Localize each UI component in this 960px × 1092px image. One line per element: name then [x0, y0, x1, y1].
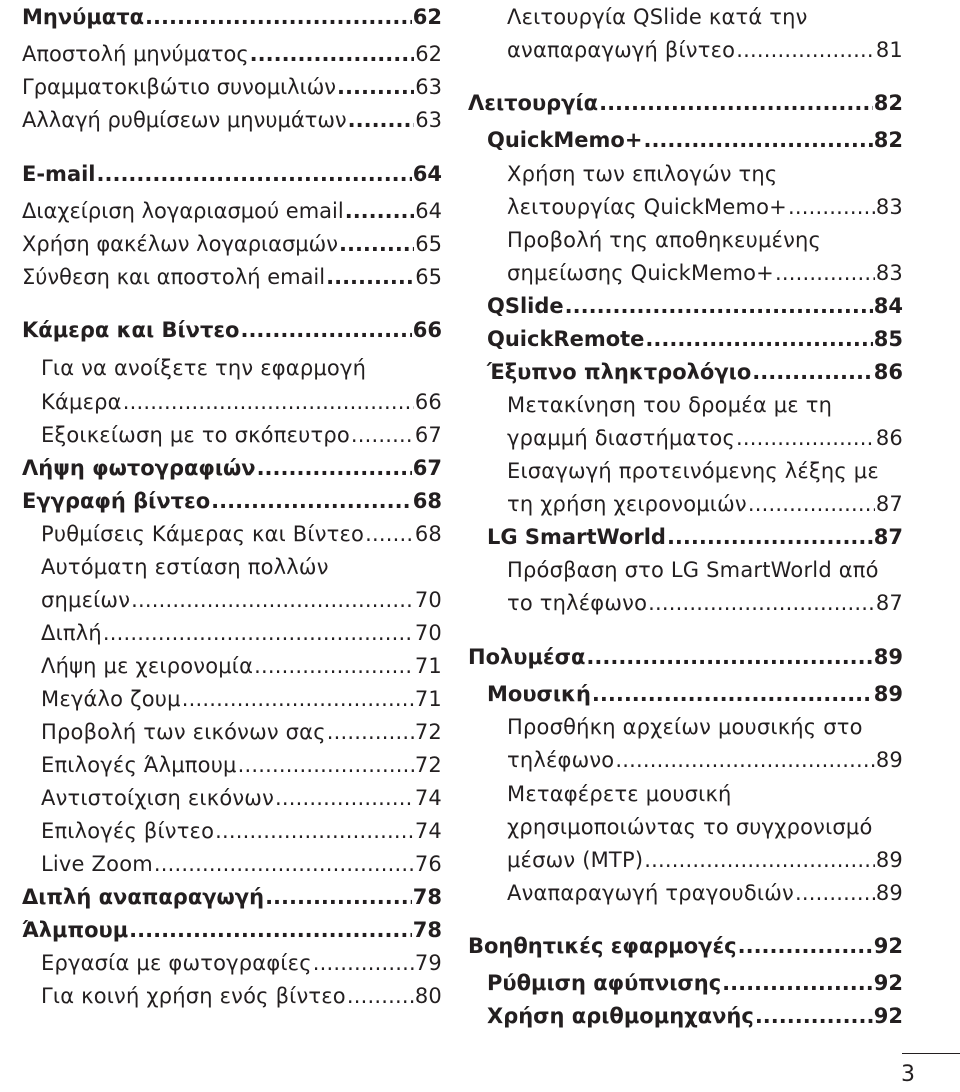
- toc-label: Λειτουργία: [468, 91, 599, 115]
- toc-page: 66: [412, 318, 442, 342]
- toc-label: τη χρήση χειρονομιών: [507, 492, 747, 516]
- toc-label: Λήψη με χειρονομία: [41, 654, 254, 678]
- toc-entry-video-options[interactable]: [41, 821, 442, 842]
- toc-entry-image-matching[interactable]: [41, 788, 442, 809]
- toc-entry-album[interactable]: [22, 920, 442, 941]
- toc-page: 74: [414, 786, 442, 810]
- toc-label: Αποστολή μηνύματος: [22, 42, 249, 66]
- toc-label-line: Μεταφέρετε μουσική: [507, 782, 732, 806]
- toc-label: Άλμπουμ: [22, 918, 129, 942]
- toc-entry-compose-email[interactable]: [22, 267, 442, 288]
- toc-page: 89: [873, 682, 903, 706]
- toc-label: αναπαραγωγή βίντεο: [507, 38, 736, 62]
- toc-label: Κάμερα και Βίντεο: [22, 318, 240, 342]
- toc-page: 76: [414, 852, 442, 876]
- toc-entry-quickmemo[interactable]: [487, 130, 903, 151]
- toc-entry-live-zoom[interactable]: [41, 854, 442, 875]
- toc-page: 72: [414, 720, 442, 744]
- toc-page: 87: [873, 525, 903, 549]
- toc-entry-smart-keyboard[interactable]: [487, 362, 903, 383]
- toc-label-line: Για να ανοίξετε την εφαρμογή: [41, 356, 367, 380]
- toc-entry-calculator[interactable]: [487, 1006, 903, 1027]
- toc-label: QuickRemote: [487, 327, 645, 351]
- toc-page: 92: [873, 971, 903, 995]
- toc-label: σημείωσης QuickMemo+: [507, 261, 774, 285]
- toc-label: το τηλέφωνο: [507, 591, 648, 615]
- toc-entry-quickmemo-options[interactable]: [507, 197, 903, 218]
- toc-page: 82: [873, 128, 903, 152]
- toc-page: 68: [412, 489, 442, 513]
- toc-page: 89: [875, 748, 903, 772]
- toc-page: 89: [873, 645, 903, 669]
- toc-entry-conversation-inbox[interactable]: [22, 77, 442, 98]
- toc-label: Χρήση αριθμομηχανής: [487, 1004, 754, 1028]
- toc-label: QSlide: [487, 294, 564, 318]
- toc-entry-dual-play[interactable]: [22, 887, 442, 908]
- toc-label: Έξυπνο πληκτρολόγιο: [487, 360, 752, 384]
- toc-label: Ρυθμίσεις Κάμερας και Βίντεο: [41, 522, 365, 546]
- toc-page: 63: [415, 108, 442, 132]
- toc-page: 64: [415, 199, 442, 223]
- toc-label: Μουσική: [487, 682, 591, 706]
- toc-page: 84: [873, 294, 903, 318]
- toc-entry-message-settings[interactable]: [22, 110, 442, 131]
- toc-page: 85: [873, 327, 903, 351]
- toc-page: 71: [414, 654, 442, 678]
- toc-page: 92: [873, 1004, 903, 1028]
- toc-entry-qslide-video[interactable]: [507, 40, 903, 61]
- toc-page: 86: [875, 426, 903, 450]
- toc-entry-camera-settings[interactable]: [41, 524, 442, 545]
- toc-label: Κάμερα: [41, 390, 122, 414]
- toc-label-line: Πρόσβαση στο LG SmartWorld από: [507, 558, 879, 582]
- toc-page: 71: [414, 687, 442, 711]
- toc-page: 87: [875, 492, 903, 516]
- toc-entry-send-message[interactable]: [22, 44, 442, 65]
- toc-label-line: Προβολή της αποθηκευμένης: [507, 228, 822, 252]
- toc-page: 72: [414, 753, 442, 777]
- toc-entry-big-zoom[interactable]: [41, 689, 442, 710]
- toc-entry-quickremote[interactable]: [487, 329, 903, 350]
- toc-label: Αλλαγή ρυθμίσεων μηνυμάτων: [22, 108, 347, 132]
- toc-entry-smartworld-access[interactable]: [507, 593, 903, 614]
- toc-page: 89: [875, 848, 903, 872]
- toc-entry-email-account[interactable]: [22, 201, 442, 222]
- toc-entry-album-options[interactable]: [41, 755, 442, 776]
- toc-page: 92: [873, 934, 903, 958]
- toc-label: Διπλή: [41, 621, 102, 645]
- toc-entry-gesture-shot[interactable]: [41, 656, 442, 677]
- toc-page: 81: [875, 38, 903, 62]
- toc-label: E-mail: [22, 162, 96, 186]
- toc-label: Μηνύματα: [22, 5, 145, 29]
- toc-label: Live Zoom: [41, 852, 153, 876]
- toc-label-line: Προσθήκη αρχείων μουσικής στο: [507, 715, 863, 739]
- toc-label: λειτουργίας QuickMemo+: [507, 195, 787, 219]
- toc-label-line: Αυτόματη εστίαση πολλών: [41, 555, 329, 579]
- toc-entry-lg-smartworld[interactable]: [487, 527, 903, 548]
- toc-label: Πολυμέσα: [468, 645, 586, 669]
- toc-page: 64: [412, 162, 442, 186]
- toc-page: 65: [415, 265, 442, 289]
- toc-entry-transfer-music-mtp[interactable]: [507, 850, 903, 871]
- toc-entry-messages[interactable]: [22, 7, 442, 28]
- toc-label: Εγγραφή βίντεο: [22, 489, 211, 513]
- toc-label: Για κοινή χρήση ενός βίντεο: [41, 984, 346, 1008]
- toc-label: Γραμματοκιβώτιο συνομιλιών: [22, 75, 337, 99]
- toc-label: γραμμή διαστήματος: [507, 426, 735, 450]
- toc-entry-multimedia[interactable]: [468, 647, 903, 668]
- toc-page: 74: [414, 819, 442, 843]
- toc-entry-viewfinder[interactable]: [41, 425, 442, 446]
- toc-entry-utilities[interactable]: [468, 936, 903, 957]
- toc-entry-function[interactable]: [468, 93, 903, 114]
- toc-label: τηλέφωνο: [507, 748, 615, 772]
- toc-page: 82: [873, 91, 903, 115]
- toc-entry-email[interactable]: [22, 164, 442, 185]
- toc-page: 70: [414, 588, 442, 612]
- toc-page: 80: [414, 984, 442, 1008]
- toc-label: Επιλογές βίντεο: [41, 819, 215, 843]
- toc-page: 70: [414, 621, 442, 645]
- toc-label: Χρήση φακέλων λογαριασμών: [22, 232, 338, 256]
- toc-label: Αντιστοίχιση εικόνων: [41, 786, 275, 810]
- toc-label: Μεγάλο ζουμ: [41, 687, 181, 711]
- toc-page: 89: [875, 881, 903, 905]
- toc-page: 66: [414, 390, 442, 414]
- toc-label: Λήψη φωτογραφιών: [22, 456, 256, 480]
- toc-page: 62: [412, 5, 442, 29]
- toc-entry-take-photos[interactable]: [22, 458, 442, 479]
- toc-page: 67: [414, 423, 442, 447]
- toc-page: 78: [412, 918, 442, 942]
- toc-label: Εργασία με φωτογραφίες: [41, 951, 312, 975]
- toc-label-line: χρησιμοποιώντας το συγχρονισμό: [507, 815, 873, 839]
- toc-entry-cursor-spacebar[interactable]: [507, 428, 903, 449]
- toc-label: Προβολή των εικόνων σας: [41, 720, 326, 744]
- toc-page: 83: [875, 261, 903, 285]
- toc-entry-record-video[interactable]: [22, 491, 442, 512]
- toc-page: 63: [415, 75, 442, 99]
- toc-entry-camera-video[interactable]: [22, 320, 442, 341]
- toc-page: 65: [415, 232, 442, 256]
- toc-label-line: Μετακίνηση του δρομέα με τη: [507, 393, 833, 417]
- toc-label: Εξοικείωση με το σκόπευτρο: [41, 423, 350, 447]
- toc-page: 83: [875, 195, 903, 219]
- toc-entry-quickmemo-saved[interactable]: [507, 263, 903, 284]
- toc-entry-suggested-word[interactable]: [507, 494, 903, 515]
- toc-entry-play-songs[interactable]: [507, 883, 903, 904]
- toc-entry-alarm[interactable]: [487, 973, 903, 994]
- toc-label: Επιλογές Άλμπουμ: [41, 753, 237, 777]
- toc-label-line: Εισαγωγή προτεινόμενης λέξης με: [507, 459, 879, 483]
- page-number: 3: [901, 1062, 915, 1087]
- page-number-rule: [902, 1053, 960, 1054]
- toc-label: Βοηθητικές εφαρμογές: [468, 934, 737, 958]
- toc-page: 86: [873, 360, 903, 384]
- toc-entry-dual[interactable]: [41, 623, 442, 644]
- toc-label: Ρύθμιση αφύπνισης: [487, 971, 722, 995]
- toc-entry-account-folders[interactable]: [22, 234, 442, 255]
- toc-page: 78: [412, 885, 442, 909]
- toc-label: Αναπαραγωγή τραγουδιών: [507, 881, 794, 905]
- toc-entry-working-with-photos[interactable]: [41, 953, 442, 974]
- toc-entry-qslide[interactable]: [487, 296, 903, 317]
- toc-page: 68: [414, 522, 442, 546]
- toc-page: 67: [412, 456, 442, 480]
- toc-page: 62: [415, 42, 442, 66]
- toc-entry-music[interactable]: [487, 684, 903, 705]
- toc-label: σημείων: [41, 588, 131, 612]
- toc-entry-view-images[interactable]: [41, 722, 442, 743]
- toc-entry-multipoint-af[interactable]: [41, 590, 442, 611]
- toc-label: Διαχείριση λογαριασμού email: [22, 199, 344, 223]
- toc-entry-open-camera[interactable]: [41, 392, 442, 413]
- toc-label: LG SmartWorld: [487, 525, 666, 549]
- toc-entry-add-music[interactable]: [507, 750, 903, 771]
- toc-page: 79: [414, 951, 442, 975]
- toc-label: Διπλή αναπαραγωγή: [22, 885, 265, 909]
- toc-label: QuickMemo+: [487, 128, 643, 152]
- toc-label: μέσων (MTP): [507, 848, 644, 872]
- toc-label-line: Λειτουργία QSlide κατά την: [507, 5, 808, 29]
- toc-label-line: Χρήση των επιλογών της: [507, 162, 778, 186]
- toc-label: Σύνθεση και αποστολή email: [22, 265, 326, 289]
- toc-entry-share-video[interactable]: [41, 986, 442, 1007]
- toc-page: 87: [875, 591, 903, 615]
